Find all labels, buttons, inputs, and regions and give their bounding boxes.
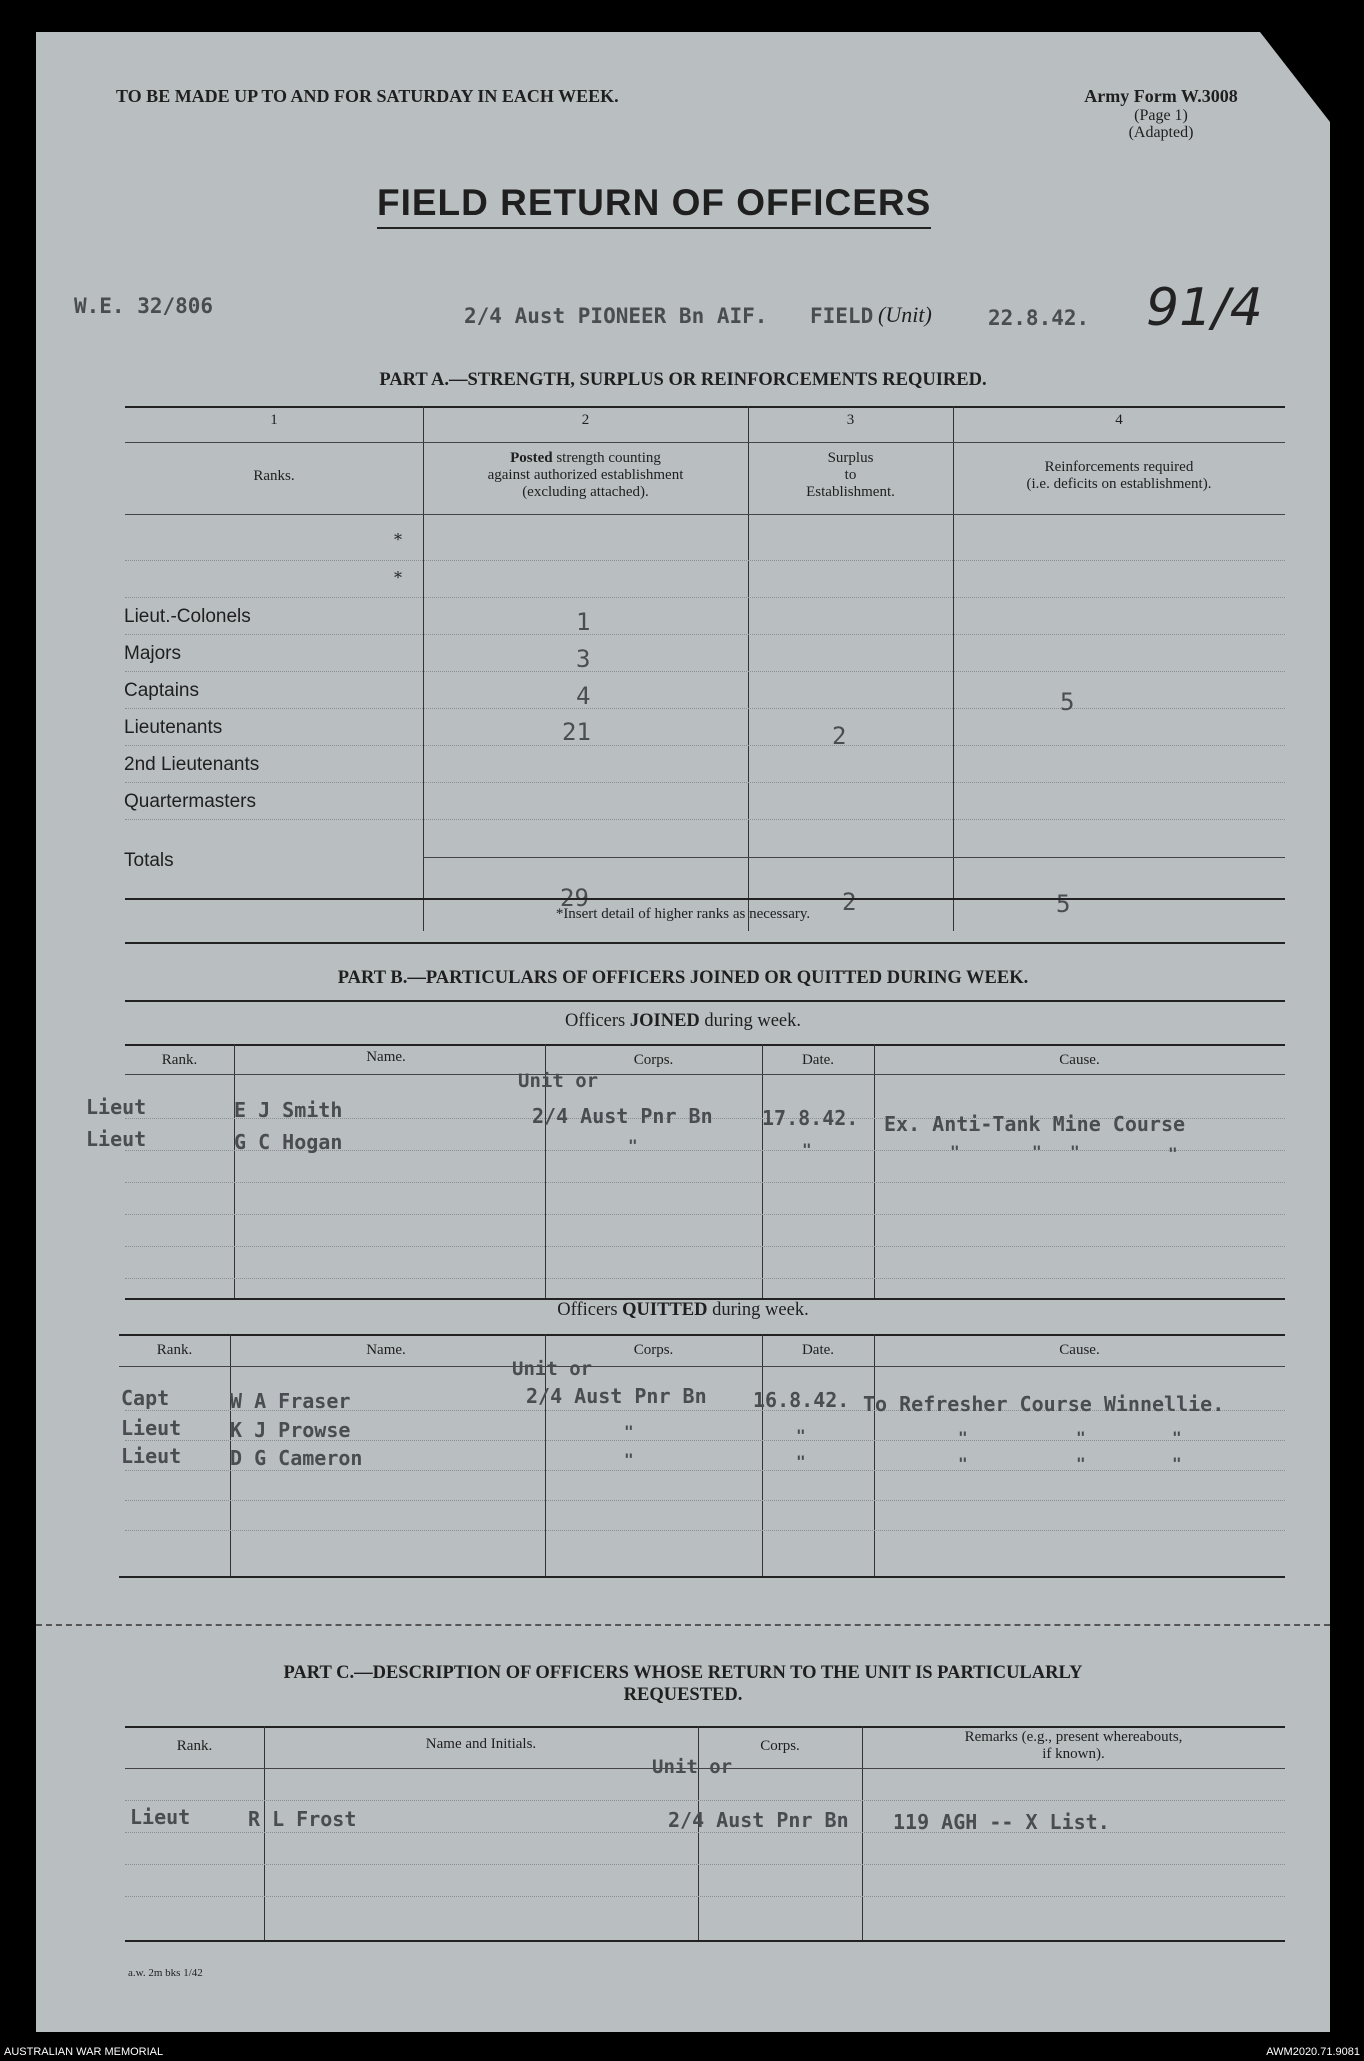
- form-adapted: (Adapted): [1128, 124, 1194, 141]
- header-surplus: [748, 450, 953, 501]
- quitted-unit-or: Unit or: [512, 1358, 593, 1380]
- quitted-col-name: Name.: [366, 1342, 406, 1358]
- part-c-heading-line2: REQUESTED.: [623, 1685, 743, 1705]
- handwritten-number: 91/4: [1146, 278, 1263, 338]
- quitted-col-corps: Corps.: [633, 1342, 674, 1358]
- part-c-col-rank: Rank.: [176, 1738, 213, 1754]
- header-rule: [125, 514, 1285, 515]
- field-typed: FIELD: [810, 304, 874, 328]
- row-line: [125, 634, 1285, 635]
- quitted-title: [36, 1300, 1330, 1321]
- form-number-block: [1046, 86, 1276, 141]
- header-surplus-line1: Surplus: [827, 450, 874, 466]
- part-c-rank: Lieut: [130, 1805, 191, 1829]
- reinforcements-captains: 5: [1060, 688, 1075, 716]
- part-c-remarks: 119 AGH -- X List.: [893, 1810, 1110, 1834]
- row-line: [125, 1500, 1285, 1501]
- form-page: [36, 32, 1330, 2032]
- quitted-ditto: ": [1076, 1428, 1086, 1447]
- joined-title-post: during week.: [699, 1011, 802, 1031]
- col-number-rule: [125, 442, 1285, 443]
- quitted-cause-1: To Refresher Course Winnellie.: [863, 1392, 1225, 1416]
- rank-majors: Majors: [124, 643, 182, 664]
- header-reinf-line1: Reinforcements required: [1044, 459, 1194, 475]
- row-line: [125, 1278, 1285, 1279]
- rank-2nd-lieutenants: 2nd Lieutenants: [124, 754, 260, 775]
- row-line: [125, 819, 1285, 820]
- quitted-col-cause: Cause.: [1059, 1342, 1100, 1358]
- quitted-ditto: ": [1076, 1454, 1086, 1473]
- instruction-text: TO BE MADE UP TO AND FOR SATURDAY IN EACH WEEK.: [116, 86, 619, 106]
- rank-lieut-colonels: Lieut.-Colonels: [124, 606, 251, 627]
- total-surplus: 2: [842, 888, 857, 916]
- joined-col-date: Date.: [801, 1052, 835, 1068]
- joined-divider: [234, 1044, 235, 1298]
- quitted-ditto: ": [796, 1452, 806, 1471]
- col-number-1: 1: [270, 412, 278, 428]
- quitted-divider: [874, 1334, 875, 1578]
- row-line: [125, 1864, 1285, 1865]
- posted-lieutenants: 21: [562, 718, 591, 746]
- part-c-corps: 2/4 Aust Pnr Bn: [668, 1808, 849, 1832]
- joined-col-corps: Corps.: [633, 1052, 674, 1068]
- part-a-footnote: *Insert detail of higher ranks as necessary.: [555, 906, 811, 922]
- joined-title-bold: JOINED: [629, 1011, 700, 1031]
- quitted-ditto: ": [1172, 1454, 1182, 1473]
- header-surplus-line2: to: [844, 467, 857, 483]
- header-surplus-line3: Establishment.: [806, 484, 895, 500]
- perforation-line: [36, 1624, 1330, 1626]
- total-posted: 29: [560, 884, 589, 912]
- quitted-divider: [762, 1334, 763, 1578]
- joined-title: [36, 1011, 1330, 1032]
- row-line: [125, 1800, 1285, 1801]
- quitted-table-bottom: [119, 1576, 1285, 1578]
- row-line: [125, 597, 1285, 598]
- part-a-heading: PART A.—STRENGTH, SURPLUS OR REINFORCEMENTS REQUIRED.: [379, 370, 987, 390]
- part-c-top-rule: [125, 1726, 1285, 1728]
- part-c-col-remarks: [862, 1729, 1285, 1763]
- we-reference: W.E. 32/806: [74, 294, 214, 318]
- quitted-title-pre: Officers: [557, 1300, 623, 1320]
- col-number-3: 3: [846, 412, 855, 428]
- posted-lieut-colonels: 1: [576, 608, 591, 636]
- row-line: [125, 708, 1285, 709]
- unit-label: (Unit): [878, 302, 932, 327]
- part-c-bottom-rule: [125, 1940, 1285, 1942]
- quitted-rank-3: Lieut: [121, 1444, 182, 1468]
- joined-header-rule: [125, 1074, 1285, 1075]
- row-line: [125, 1182, 1285, 1183]
- row-line: [125, 1214, 1285, 1215]
- joined-rank-1: Lieut: [86, 1095, 147, 1119]
- header-reinf-line2: (i.e. deficits on establishment).: [1026, 476, 1212, 492]
- totals-rule: [125, 898, 1285, 900]
- row-line: [125, 782, 1285, 783]
- quitted-rank-2: Lieut: [121, 1416, 182, 1440]
- joined-ditto: ": [1070, 1142, 1080, 1161]
- header-posted: [423, 450, 748, 501]
- joined-date-1: 17.8.42.: [762, 1106, 859, 1130]
- part-c-heading-line1: PART C.—DESCRIPTION OF OFFICERS WHOSE RETURN TO THE UNIT IS PARTICULARLY: [283, 1663, 1083, 1683]
- joined-ditto: ": [950, 1142, 960, 1161]
- joined-col-name: Name.: [366, 1049, 406, 1065]
- joined-unit-or: Unit or: [518, 1070, 599, 1092]
- asterisk-row-2: *: [394, 568, 402, 587]
- header-posted-line3: (excluding attached).: [522, 484, 649, 500]
- row-line: [125, 1246, 1285, 1247]
- posted-majors: 3: [576, 645, 591, 673]
- print-code: a.w. 2m bks 1/42: [128, 1967, 203, 1979]
- totals-label: Totals: [124, 850, 174, 871]
- joined-ditto: ": [1032, 1142, 1042, 1161]
- part-c-unit-or: Unit or: [652, 1756, 733, 1778]
- totals-upper-rule: [423, 857, 1285, 858]
- rank-lieutenants: Lieutenants: [124, 717, 223, 738]
- row-line: [125, 745, 1285, 746]
- asterisk-row-1: *: [394, 530, 402, 549]
- quitted-ditto: ": [624, 1450, 634, 1469]
- quitted-ditto: ": [1172, 1428, 1182, 1447]
- part-c-divider: [264, 1726, 265, 1941]
- footer-left: AUSTRALIAN WAR MEMORIAL: [4, 2046, 164, 2058]
- part-a-top-rule: [125, 406, 1285, 408]
- part-c-col-remarks-line2: if known).: [1042, 1746, 1105, 1762]
- page-title: FIELD RETURN OF OFFICERS: [377, 182, 931, 229]
- quitted-header-rule: [119, 1366, 1285, 1367]
- surplus-lieutenants: 2: [832, 722, 847, 750]
- joined-title-pre: Officers: [564, 1011, 630, 1031]
- quitted-col-date: Date.: [801, 1342, 835, 1358]
- header-posted-bold: Posted: [510, 450, 553, 466]
- joined-rank-2: Lieut: [86, 1127, 147, 1151]
- joined-col-rank: Rank.: [161, 1052, 198, 1068]
- quitted-ditto: ": [796, 1426, 806, 1445]
- row-line: [125, 1832, 1285, 1833]
- joined-cause-1: Ex. Anti-Tank Mine Course: [884, 1112, 1186, 1136]
- part-c-col-corps: Corps.: [760, 1738, 800, 1754]
- quitted-name-3: D G Cameron: [230, 1446, 363, 1470]
- header-posted-line2: against authorized establishment: [487, 467, 684, 483]
- joined-ditto: ": [628, 1136, 638, 1155]
- footer-right: AWM2020.71.9081: [1266, 2046, 1360, 2058]
- return-date: 22.8.42.: [988, 306, 1090, 330]
- row-line: [125, 560, 1285, 561]
- row-line: [125, 671, 1285, 672]
- header-posted-line1: strength counting: [552, 450, 661, 466]
- quitted-name-2: K J Prowse: [230, 1418, 351, 1442]
- total-reinforcements: 5: [1056, 890, 1071, 918]
- quitted-ditto: ": [958, 1454, 968, 1473]
- quitted-title-post: during week.: [707, 1300, 809, 1320]
- row-line: [125, 1530, 1285, 1531]
- rank-quartermasters: Quartermasters: [124, 791, 256, 812]
- part-c-col-remarks-line1: Remarks (e.g., present whereabouts,: [964, 1729, 1183, 1745]
- part-c-col-name: Name and Initials.: [425, 1736, 537, 1752]
- posted-captains: 4: [576, 682, 591, 710]
- joined-corps-1: 2/4 Aust Pnr Bn: [532, 1104, 713, 1128]
- part-a-bottom-rule: [125, 942, 1285, 944]
- quitted-date-1: 16.8.42.: [753, 1388, 850, 1412]
- joined-divider: [874, 1044, 875, 1298]
- part-c-heading: [36, 1662, 1330, 1706]
- joined-ditto: ": [802, 1140, 812, 1159]
- quitted-rank-1: Capt: [121, 1386, 170, 1410]
- joined-divider: [762, 1044, 763, 1298]
- unit-typed: 2/4 Aust PIONEER Bn AIF.: [464, 304, 768, 328]
- form-number: Army Form W.3008: [1084, 86, 1238, 106]
- part-c-name: R L Frost: [248, 1807, 357, 1831]
- joined-col-cause: Cause.: [1059, 1052, 1100, 1068]
- quitted-table-top: [119, 1334, 1285, 1336]
- row-line: [125, 1470, 1285, 1471]
- header-reinforcements: [953, 459, 1285, 493]
- header-ranks: Ranks.: [253, 468, 295, 484]
- col-number-4: 4: [1115, 412, 1123, 428]
- quitted-ditto: ": [624, 1422, 634, 1441]
- joined-name-2: G C Hogan: [234, 1130, 343, 1154]
- col-number-2: 2: [581, 412, 590, 428]
- part-b-heading: PART B.—PARTICULARS OF OFFICERS JOINED OR QUITTED DURING WEEK.: [337, 968, 1029, 988]
- rank-captains: Captains: [124, 680, 199, 701]
- joined-table-top: [125, 1044, 1285, 1046]
- quitted-title-bold: QUITTED: [622, 1300, 708, 1320]
- quitted-col-rank: Rank.: [156, 1342, 193, 1358]
- joined-name-1: E J Smith: [234, 1098, 343, 1122]
- row-line: [125, 1896, 1285, 1897]
- joined-ditto: ": [1168, 1144, 1178, 1163]
- form-page-number: (Page 1): [1134, 107, 1188, 124]
- quitted-corps-1: 2/4 Aust Pnr Bn: [526, 1384, 707, 1408]
- quitted-ditto: ": [958, 1428, 968, 1447]
- quitted-name-1: W A Fraser: [230, 1389, 351, 1413]
- part-b-top-rule: [125, 1000, 1285, 1002]
